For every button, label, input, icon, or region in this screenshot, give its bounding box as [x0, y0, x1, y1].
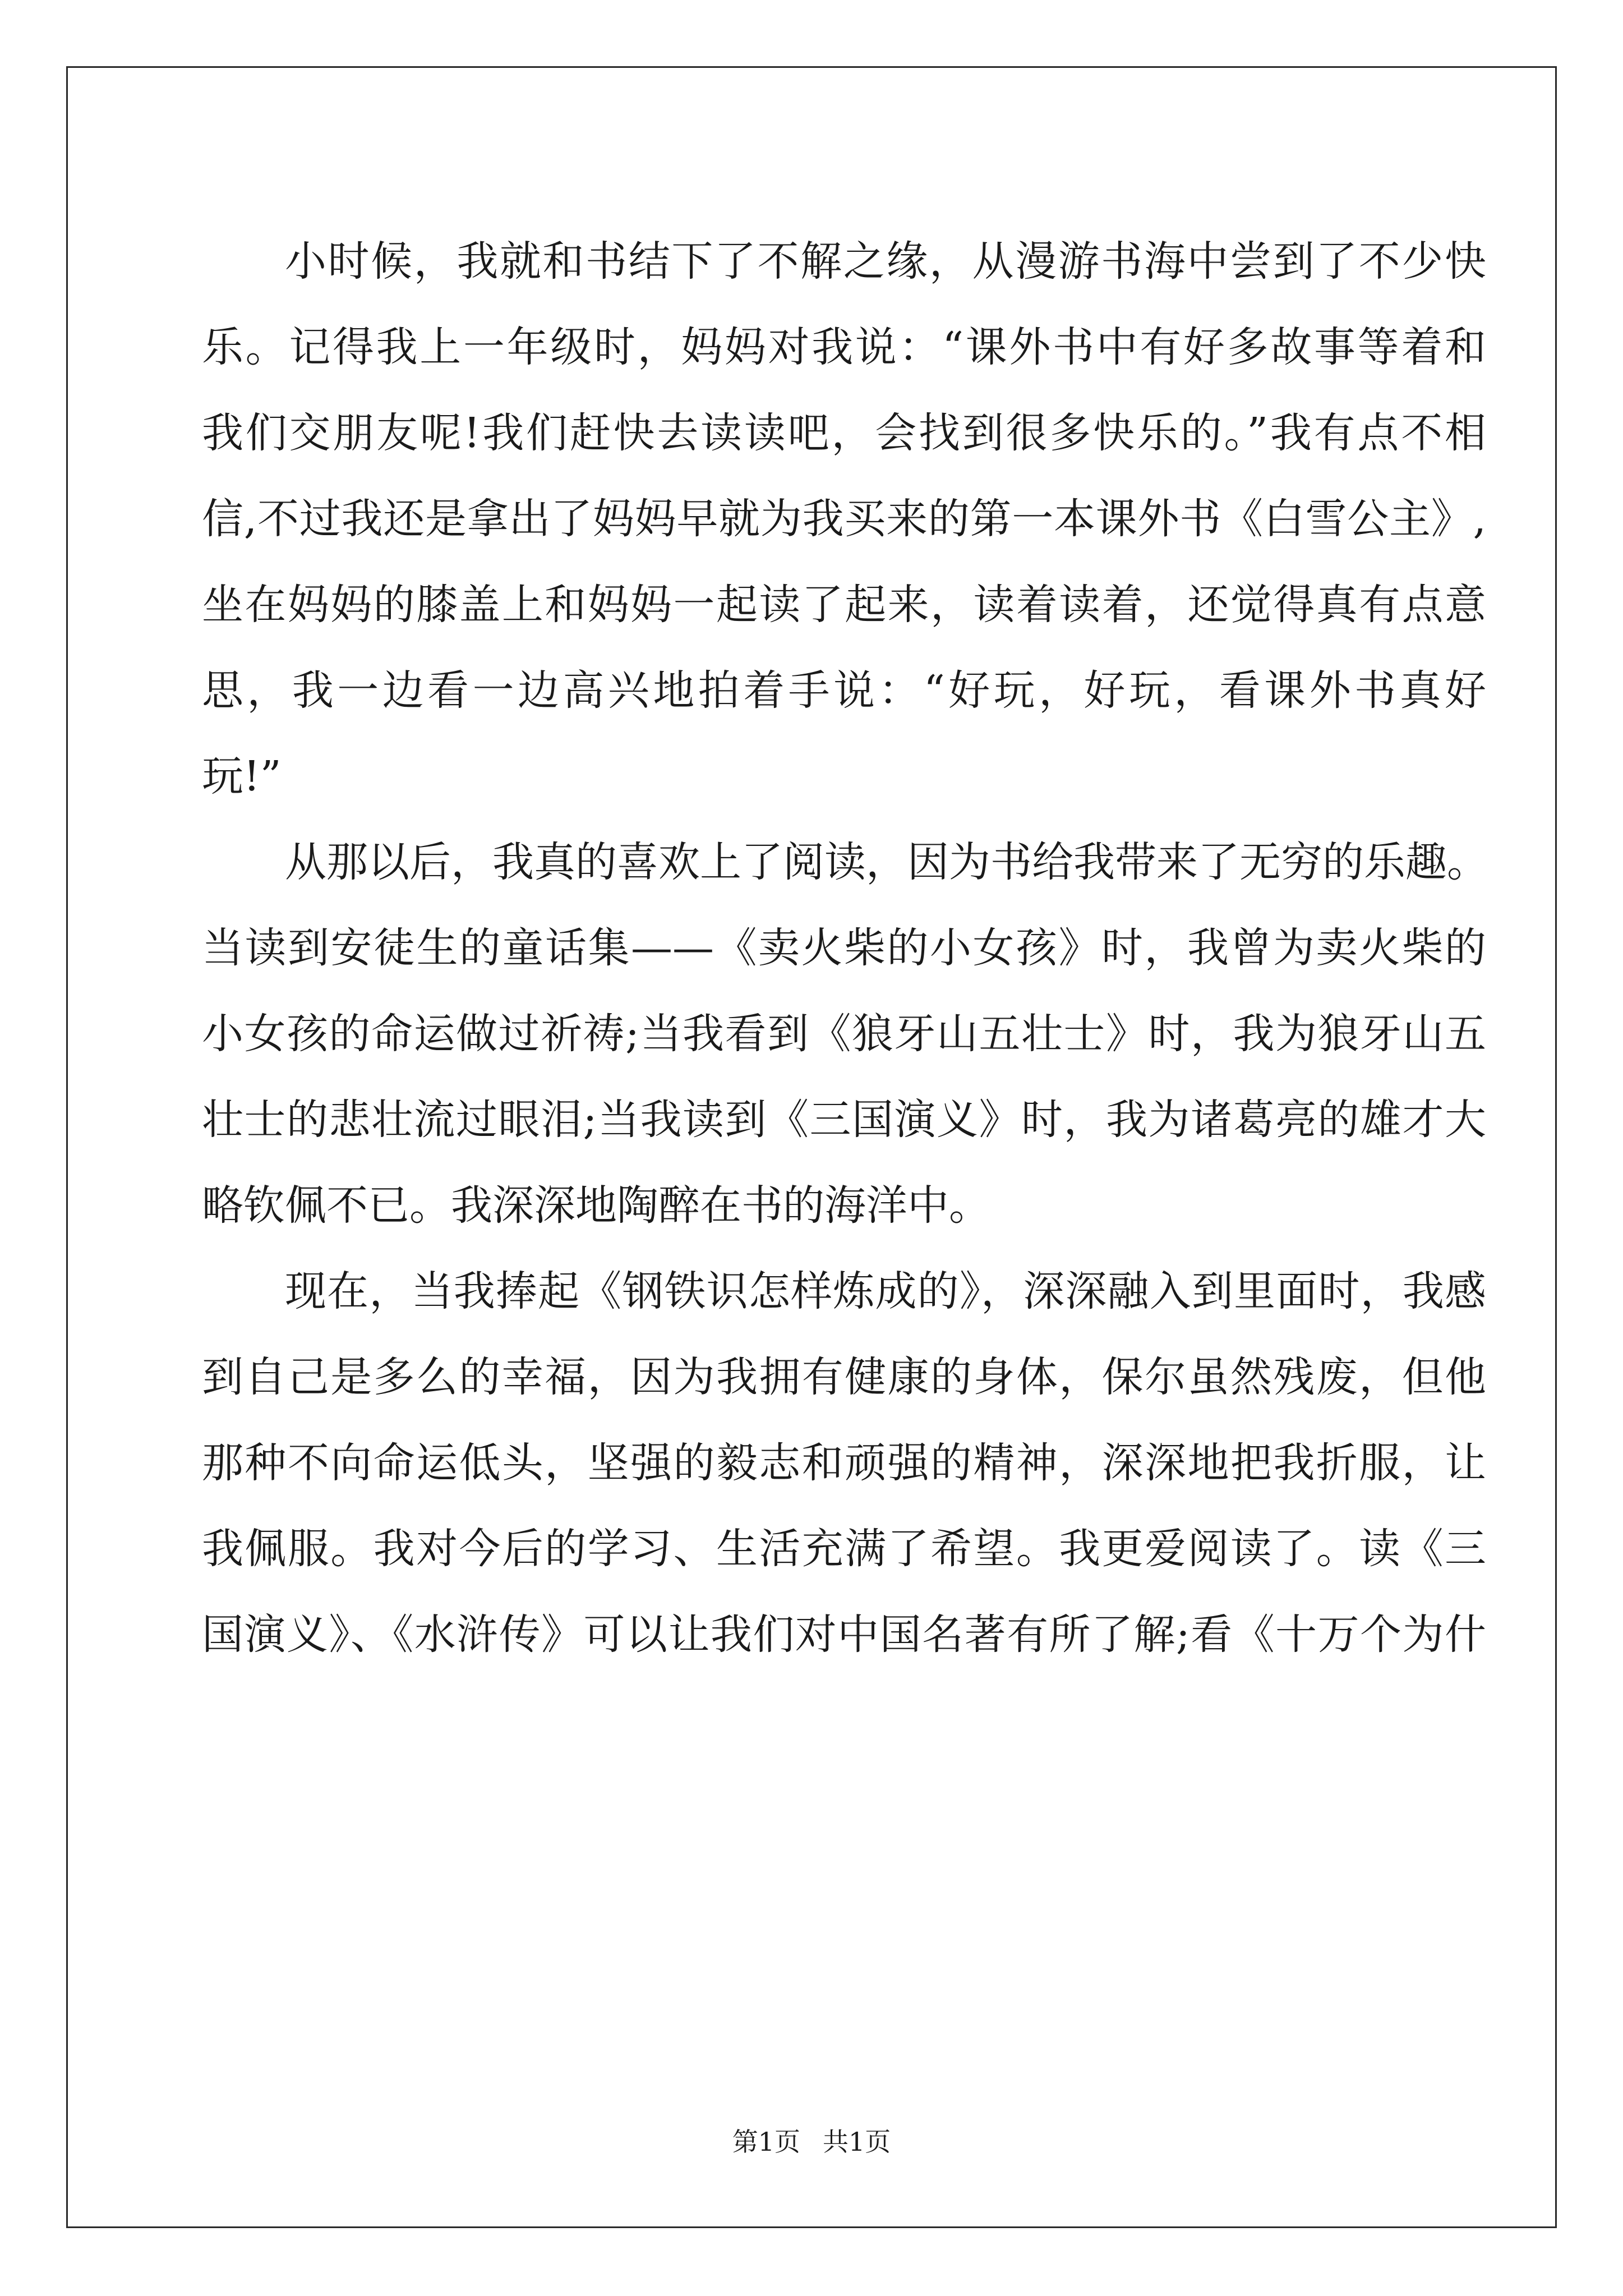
paragraph-1	[202, 219, 1486, 820]
page-total: 共1页	[823, 2127, 891, 2157]
text-line: 坐在妈妈的膝盖上和妈妈一起读了起来，读着读着，还觉得真有点意	[202, 581, 1486, 629]
text-line: 玩!”	[202, 752, 282, 800]
text-line: 壮士的悲壮流过眼泪;当我读到《三国演义》时，我为诸葛亮的雄才大	[202, 1096, 1486, 1144]
text-line: 那种不向命运低头，坚强的毅志和顽强的精神，深深地把我折服，让	[202, 1439, 1486, 1487]
paragraph-2	[202, 820, 1486, 1249]
text-line: 小女孩的命运做过祈祷;当我看到《狼牙山五壮士》时，我为狼牙山五	[202, 1010, 1486, 1058]
document-body	[202, 219, 1486, 1678]
text-line: 思，我一边看一边高兴地拍着手说：“好玩，好玩，看课外书真好	[202, 666, 1486, 715]
page-footer	[0, 2125, 1623, 2159]
text-line: 国演义》、《水浒传》可以让我们对中国名著有所了解;看《十万个为什	[202, 1611, 1486, 1659]
page-number: 第1页	[732, 2127, 800, 2157]
text-line: 到自己是多么的幸福，因为我拥有健康的身体，保尔虽然残废，但他	[202, 1353, 1486, 1401]
text-line: 乐。记得我上一年级时，妈妈对我说：“课外书中有好多故事等着和	[202, 323, 1486, 371]
text-line: 当读到安徒生的童话集——《卖火柴的小女孩》时，我曾为卖火柴的	[202, 924, 1486, 972]
paragraph-3	[202, 1249, 1486, 1678]
text-line: 小时候，我就和书结下了不解之缘，从漫游书海中尝到了不少快	[285, 237, 1486, 286]
text-line: 我佩服。我对今后的学习、生活充满了希望。我更爱阅读了。读《三	[202, 1525, 1486, 1573]
text-line: 略钦佩不已。我深深地陶醉在书的海洋中。	[202, 1181, 990, 1230]
text-line: 信,不过我还是拿出了妈妈早就为我买来的第一本课外书《白雪公主》,	[202, 495, 1486, 543]
text-line: 我们交朋友呢!我们赶快去读读吧，会找到很多快乐的。”我有点不相	[202, 409, 1486, 457]
text-line: 现在，当我捧起《钢铁识怎样炼成的》，深深融入到里面时，我感	[285, 1267, 1486, 1315]
text-line: 从那以后，我真的喜欢上了阅读，因为书给我带来了无穷的乐趣。	[285, 838, 1488, 886]
